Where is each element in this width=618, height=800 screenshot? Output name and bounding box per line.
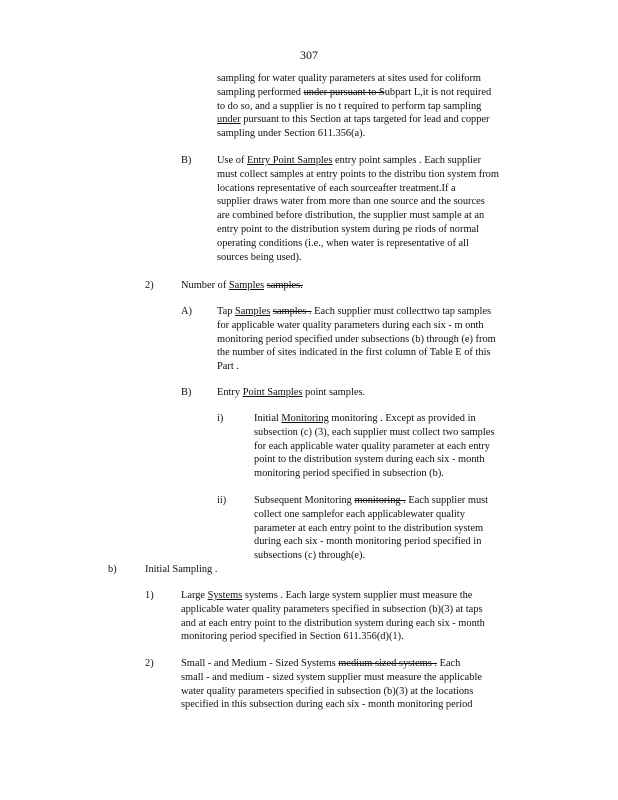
text-line: subsection (c) (3), each supplier must collect two samples <box>254 426 495 438</box>
underlined-text: Samples <box>228 280 265 291</box>
text-line: Tap Samples samples . Each supplier must collecttwo tap samples <box>217 306 492 317</box>
text-line: sampling for water quality parameters at sites used for coliform <box>217 73 482 84</box>
item-label: B) <box>181 155 192 166</box>
text-line: subsections (c) through(e). <box>254 550 366 562</box>
text-line: sources being used). <box>217 251 302 263</box>
text-line: Subsequent Monitoring monitoring . Each supplier must <box>254 495 489 506</box>
text-line: Large Systems systems . Each large system supplier must measure the <box>181 590 473 601</box>
heading-initial-sampling <box>145 563 217 577</box>
item-label: B) <box>181 387 192 398</box>
struck-text: samples. <box>266 280 303 291</box>
text-line: applicable water quality parameters specified in subsection (b)(3) at taps <box>181 603 483 615</box>
text-line: specified in this subsection during each six - month monitoring period <box>181 699 473 711</box>
heading-number-of-samples <box>181 279 303 293</box>
underlined-text: Systems <box>207 590 243 601</box>
text-line: supplier draws water from more than one source and the sources <box>217 196 485 208</box>
underlined-text: Samples <box>235 306 271 317</box>
text-line: Small - and Medium - Sized Systems medium sized systems . Each <box>181 658 461 669</box>
text-line: are combined before distribution, the supplier must sample at an <box>217 210 485 222</box>
text-line: Entry Point Samples point samples. <box>217 387 366 398</box>
item-label: i) <box>217 413 224 424</box>
text-line: monitoring period specified in Section 611.356(d)(1). <box>181 631 404 643</box>
text-line: to do so, and a supplier is no t required to perform tap sampling <box>217 100 482 112</box>
text-line: Initial Monitoring monitoring . Except as provided in <box>254 413 476 424</box>
heading-entry-point-samples <box>217 386 365 400</box>
struck-text: medium sized systems . <box>338 658 437 669</box>
text-line: Part . <box>217 361 239 373</box>
text-line: operating conditions (i.e., when water is representative of all <box>217 237 469 249</box>
underlined-text: under <box>217 114 241 126</box>
text-line: during each six - month monitoring period specified in <box>254 536 482 548</box>
paragraph-initial-monitoring <box>254 412 494 481</box>
text-line: for applicable water quality parameters during each six - m onth <box>217 319 484 331</box>
text-line: collect one samplefor each applicablewater quality <box>254 508 465 520</box>
paragraph-large-systems <box>181 589 485 644</box>
text-line: locations representative of each sourceafter treatment.If a <box>217 182 456 194</box>
struck-text: monitoring . <box>354 495 406 506</box>
text-line: Use of Entry Point Samples entry point samples . Each supplier <box>217 155 482 166</box>
text-line: point to the distribution system during each six - month <box>254 454 485 466</box>
text-line: the number of sites indicated in the first column of Table E of this <box>217 347 491 359</box>
item-label: 1) <box>145 590 154 601</box>
text-line: small - and medium - sized system supplier must measure the applicable <box>181 671 482 683</box>
paragraph-entry-point-samples <box>217 154 499 264</box>
paragraph-small-medium-systems <box>181 657 482 712</box>
text-line: water quality parameters specified in subsection (b)(3) at the locations <box>181 685 474 697</box>
paragraph-tap-samples <box>217 305 496 374</box>
item-label: A) <box>181 306 192 317</box>
text-line: and at each entry point to the distribution system during each six - month <box>181 617 485 629</box>
underlined-text: Entry Point Samples <box>247 155 333 166</box>
text-line: monitoring period specified in subsection (b). <box>254 468 444 480</box>
text-line: sampling under Section 611.356(a). <box>217 128 366 140</box>
underlined-text: Point Samples <box>242 387 303 398</box>
text-line: Number of Samples samples. <box>181 280 303 291</box>
text-line: Initial Sampling . <box>145 564 218 575</box>
item-label: 2) <box>145 280 154 291</box>
page-number: 307 <box>300 48 318 62</box>
underlined-text: Monitoring <box>281 413 329 424</box>
paragraph-subsequent-monitoring <box>254 494 488 563</box>
text-line: for each applicable water quality parameter at each entry <box>254 440 490 452</box>
struck-text: samples . <box>272 306 312 317</box>
struck-underlined-text: under pursuant to S <box>303 86 385 98</box>
item-label: b) <box>108 564 117 575</box>
item-label: 2) <box>145 658 154 669</box>
text-line: sampling performed under pursuant to Subpart L,it is not required <box>217 86 492 98</box>
item-label: ii) <box>217 495 227 506</box>
text-line: must collect samples at entry points to the distribu tion system from <box>217 168 499 180</box>
text-line: under pursuant to this Section at taps targeted for lead and copper <box>217 114 490 126</box>
text-line: parameter at each entry point to the distribution system <box>254 522 484 534</box>
intro-paragraph <box>217 72 491 141</box>
text-line: monitoring period specified under subsections (b) through (e) from <box>217 333 496 345</box>
text-line: entry point to the distribution system during pe riods of normal <box>217 223 480 235</box>
